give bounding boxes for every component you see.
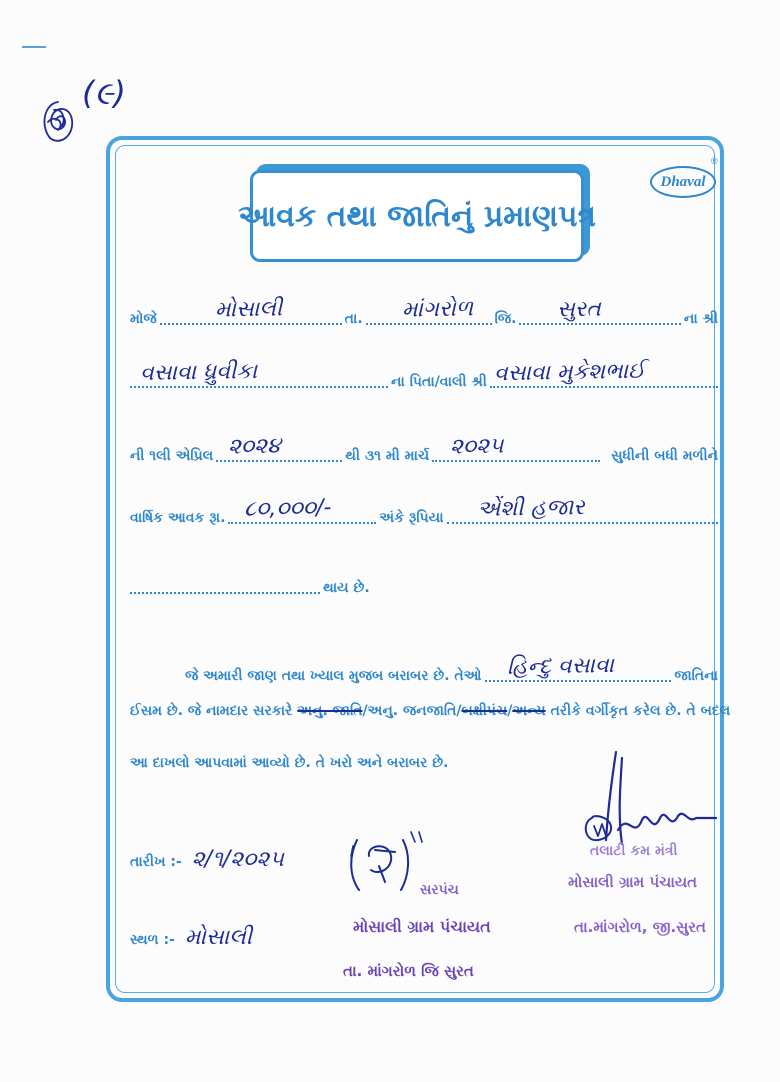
date-value: ૨/૧/૨૦૨૫: [191, 847, 284, 872]
guardian-name-value: વસાવા મુકેશભાઈ: [493, 358, 646, 387]
sarpanch-office: મોસાલી ગ્રામ પંચાયત: [353, 917, 491, 936]
talati-office: મોસાલી ગ્રામ પંચાયત: [568, 873, 698, 891]
taluka-field: [366, 283, 492, 325]
period-from-value: ૨૦૨૪: [228, 433, 282, 460]
caste-value: હિન્દુ વસાવા: [506, 653, 614, 680]
brand-logo: [650, 166, 716, 198]
district-label: જિ.: [494, 311, 517, 327]
category-st: /અનુ. જનજાતિ/: [362, 703, 462, 719]
talati-signature: [578, 748, 720, 858]
period-to-label: થી ૩૧ મી માર્ચ: [345, 448, 430, 464]
date-label: તારીખ :-: [130, 854, 182, 870]
taluka-value: માંગરોળ: [401, 296, 473, 323]
talati-designation: તલાટી કમ મંત્રી: [590, 843, 678, 859]
district-field: [519, 283, 680, 325]
sarpanch-designation: સરપંચ: [420, 882, 459, 898]
period-from-label: ની ૧લી એપ્રિલ: [130, 448, 214, 464]
place-row: [130, 910, 252, 950]
income-words-field: [447, 482, 718, 524]
declaration-line-1: [185, 640, 718, 686]
guardian-label: ના પિતા/વાલી શ્રી: [391, 374, 487, 390]
caste-field: [485, 640, 672, 682]
name-row: [130, 346, 718, 392]
district-value: સુરત: [557, 296, 602, 323]
guardian-name-field: [490, 346, 718, 388]
brand-logo-text: Dhaval: [660, 173, 706, 190]
declaration-text-1: જે અમારી જાણ તથા ખ્યાલ મુજબ બરાબર છે. તેઓ: [185, 668, 482, 684]
period-to-value: ૨૦૨૫: [449, 433, 504, 460]
village-value: મોસાલી: [214, 296, 283, 323]
registered-mark: ®: [711, 156, 718, 166]
name-prefix-label: ના શ્રી: [683, 311, 718, 327]
place-label: સ્થળ :-: [130, 932, 175, 948]
certificate-title: આવક તથા જાતિનું પ્રમાણપત્ર: [238, 198, 596, 234]
place-value: મોસાલી: [184, 925, 253, 950]
category-other-struck: અન્ય: [512, 703, 546, 719]
taluka-label: તા.: [344, 311, 363, 327]
income-words-label: અંકે રૂપિયા: [379, 510, 444, 526]
income-amount-value: ૮૦,૦૦૦/-: [244, 495, 333, 522]
income-words-value: એંશી હજાર: [476, 495, 585, 522]
category-separator: /: [507, 703, 513, 719]
income-row: [130, 482, 718, 528]
category-obc-struck: બક્ષીપંચ: [461, 703, 508, 719]
period-suffix-label: સુધીની બધી મળીને: [611, 448, 718, 464]
sarpanch-address: તા. માંગરોળ જિ સુરત: [343, 962, 474, 980]
period-from-field: [216, 420, 342, 462]
income-suffix-label: થાય છે.: [323, 580, 370, 596]
income-suffix-row: [130, 552, 718, 598]
title-box: [238, 170, 596, 262]
declaration-text-2-start: ઈસમ છે. જે નામદાર સરકારે: [130, 703, 293, 719]
income-extra-field: [130, 552, 320, 594]
applicant-name-field: [130, 346, 388, 388]
category-sc-struck: અનુ. જાતિ: [297, 703, 363, 719]
income-label: વાર્ષિક આવક રૂા.: [130, 510, 226, 526]
period-row: [130, 420, 718, 466]
margin-scribble: [36, 96, 80, 146]
village-field: [160, 283, 342, 325]
income-amount-field: [228, 482, 376, 524]
talati-address: તા.માંગરોળ, જી.સુરત: [574, 918, 706, 936]
village-label: મોજે: [130, 311, 157, 327]
declaration-text-2-end: તરીકે વર્ગીકૃત કરેલ છે. તે બદલ: [550, 703, 731, 719]
caste-suffix-label: જાતિના: [674, 668, 718, 684]
period-to-field: [432, 420, 600, 462]
declaration-line-3: [130, 752, 448, 774]
declaration-line-2: [130, 700, 730, 722]
page-number-mark: (૯): [82, 74, 126, 112]
applicant-name-value: વસાવા ધ્રુવીકા: [139, 358, 258, 387]
date-row: [130, 832, 284, 872]
margin-line: [22, 46, 46, 48]
declaration-text-3: આ દાખલો આપવામાં આવ્યો છે. તે ખરો અને બરાબર છે.: [130, 755, 449, 771]
location-row: [130, 283, 718, 329]
